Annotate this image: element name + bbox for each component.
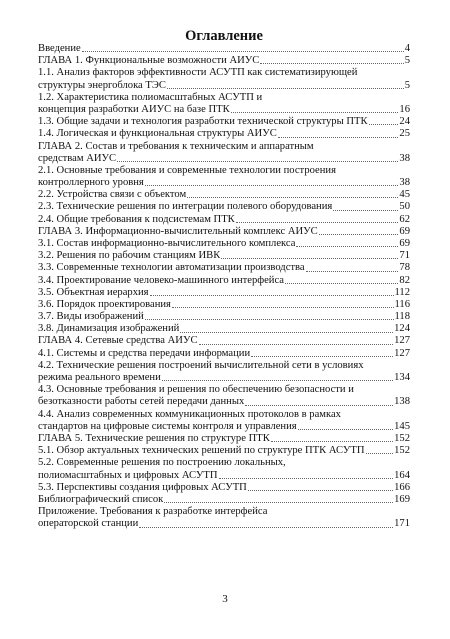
toc-page-number: 171 bbox=[394, 518, 410, 530]
dot-leader bbox=[150, 295, 394, 296]
toc-page-number: 25 bbox=[399, 128, 410, 140]
toc-entry-text: 3.1. Состав информационно-вычислительного комплекса bbox=[38, 237, 296, 249]
toc-entry-text: 3.8. Динамизация изображений bbox=[38, 323, 180, 335]
dot-leader bbox=[319, 234, 399, 235]
toc-entry-text: 1.3. Общие задачи и технология разработки технической структуры ПТК bbox=[38, 116, 368, 128]
toc-entry-text: 4.1. Системы и средства передачи информации bbox=[38, 347, 251, 359]
toc-entry[interactable] bbox=[38, 275, 410, 287]
dot-leader bbox=[278, 137, 399, 138]
dot-leader bbox=[219, 478, 394, 479]
toc-page-number: 164 bbox=[394, 469, 410, 481]
toc-entry-text: безотказности работы сетей передачи данных bbox=[38, 396, 245, 408]
toc-page-number: 169 bbox=[394, 493, 410, 505]
toc-entry-text: 3.2. Решения по рабочим станциям ИВК bbox=[38, 250, 221, 262]
toc-entry-text: 5.1. Обзор актуальных технических решений по структуре ПТК АСУТП bbox=[38, 445, 365, 457]
toc-entry[interactable] bbox=[38, 43, 410, 55]
dot-leader bbox=[251, 356, 393, 357]
dot-leader bbox=[139, 527, 393, 528]
toc-entry[interactable] bbox=[38, 92, 410, 116]
toc-page-number: 112 bbox=[394, 286, 410, 298]
dot-leader bbox=[187, 197, 398, 198]
dot-leader bbox=[172, 307, 394, 308]
toc-page-number: 50 bbox=[399, 201, 410, 213]
dot-leader bbox=[296, 246, 398, 247]
toc-entry-text: 3.5. Объектная иерархия bbox=[38, 286, 149, 298]
dot-leader bbox=[369, 124, 399, 125]
toc-entry-text: 2.3. Технические решения по интеграции полевого оборудования bbox=[38, 201, 333, 213]
toc-entry[interactable] bbox=[38, 165, 410, 189]
dot-leader bbox=[306, 271, 399, 272]
dot-leader bbox=[162, 380, 393, 381]
toc-entry-text: 1.4. Логическая и функциональная структуры АИУС bbox=[38, 128, 277, 140]
toc-entry[interactable] bbox=[38, 311, 410, 323]
dot-leader bbox=[180, 332, 393, 333]
toc-page-number: 118 bbox=[394, 311, 410, 323]
toc-entry[interactable] bbox=[38, 67, 410, 91]
dot-leader bbox=[231, 112, 399, 113]
toc-entry-text: 2.2. Устройства связи с объектом bbox=[38, 189, 187, 201]
dot-leader bbox=[260, 63, 403, 64]
toc-page-number: 45 bbox=[399, 189, 410, 201]
dot-leader bbox=[236, 222, 399, 223]
dot-leader bbox=[245, 405, 393, 406]
toc-entry-text: ГЛАВА 5. Технические решения по структуре ПТК bbox=[38, 432, 270, 444]
dot-leader bbox=[199, 344, 394, 345]
toc-entry[interactable] bbox=[38, 336, 410, 348]
toc-entry[interactable] bbox=[38, 116, 410, 128]
dot-leader bbox=[145, 185, 399, 186]
toc-entry[interactable] bbox=[38, 287, 410, 299]
dot-leader bbox=[333, 210, 398, 211]
dot-leader bbox=[164, 502, 393, 503]
toc-entry[interactable] bbox=[38, 55, 410, 67]
toc-entry-text: ГЛАВА 1. Функциональные возможности АИУС bbox=[38, 55, 260, 67]
dot-leader bbox=[167, 88, 404, 89]
toc-title: Оглавление bbox=[185, 28, 263, 44]
toc-page-number: 4 bbox=[404, 42, 410, 54]
toc-entry-text: 2.1. Основные требования и современные технологии построения bbox=[38, 164, 336, 176]
toc-entry-text: операторской станции bbox=[38, 518, 139, 530]
toc-entry-text: 3.7. Виды изображений bbox=[38, 311, 144, 323]
toc-entry-text: 2.4. Общие требования к подсистемам ПТК bbox=[38, 213, 235, 225]
toc-page-number: 62 bbox=[399, 213, 410, 225]
toc-page-number: 138 bbox=[394, 396, 410, 408]
dot-leader bbox=[285, 283, 398, 284]
toc-entry-text: ГЛАВА 2. Состав и требования к техническим и аппаратным bbox=[38, 140, 314, 152]
toc-entry-text: 4.2. Технические решения построений вычислительной сети в условиях bbox=[38, 359, 364, 371]
toc-page-number: 152 bbox=[394, 432, 410, 444]
toc-page-number: 82 bbox=[399, 274, 410, 286]
toc-entry[interactable] bbox=[38, 348, 410, 360]
toc-page-number: 24 bbox=[399, 116, 410, 128]
toc-entry-text: средствам АИУС bbox=[38, 152, 117, 164]
toc-entry[interactable] bbox=[38, 482, 410, 494]
toc-entry[interactable] bbox=[38, 141, 410, 165]
toc-entry-text: полиомасштабных и цифровых АСУТП bbox=[38, 469, 218, 481]
toc-page-number: 127 bbox=[394, 335, 410, 347]
toc-entry-text: 3.6. Порядок проектирования bbox=[38, 298, 171, 310]
toc-page-number: 166 bbox=[394, 481, 410, 493]
toc-entry-text: Введение bbox=[38, 42, 81, 54]
toc-page-number: 78 bbox=[399, 262, 410, 274]
dot-leader bbox=[248, 490, 393, 491]
dot-leader bbox=[298, 429, 393, 430]
toc-entry-text: контроллерного уровня bbox=[38, 177, 144, 189]
toc-page-number: 71 bbox=[399, 250, 410, 262]
toc-page-number: 145 bbox=[394, 420, 410, 432]
toc-entry[interactable] bbox=[38, 494, 410, 506]
toc-entry-text: концепция разработки АИУС на базе ПТК bbox=[38, 103, 230, 115]
table-of-contents bbox=[38, 43, 410, 531]
toc-page-number: 38 bbox=[399, 152, 410, 164]
toc-entry[interactable] bbox=[38, 189, 410, 201]
toc-entry[interactable] bbox=[38, 214, 410, 226]
toc-page-number: 124 bbox=[394, 323, 410, 335]
toc-entry-text: Приложение. Требования к разработке интерфейса bbox=[38, 506, 268, 518]
dot-leader bbox=[221, 258, 398, 259]
toc-entry[interactable] bbox=[38, 433, 410, 445]
toc-entry-text: Библиографический список bbox=[38, 493, 164, 505]
toc-page-number: 152 bbox=[394, 445, 410, 457]
toc-entry-text: 4.4. Анализ современных коммуникационных протоколов в рамках bbox=[38, 408, 341, 420]
toc-entry[interactable] bbox=[38, 409, 410, 433]
toc-entry[interactable] bbox=[38, 360, 410, 384]
toc-entry[interactable] bbox=[38, 250, 410, 262]
toc-entry-text: 1.1. Анализ факторов эффективности АСУТП как систематизирующей bbox=[38, 67, 358, 79]
toc-page-number: 134 bbox=[394, 372, 410, 384]
toc-page-number: 127 bbox=[394, 347, 410, 359]
toc-entry[interactable] bbox=[38, 128, 410, 140]
toc-entry[interactable] bbox=[38, 262, 410, 274]
toc-entry[interactable] bbox=[38, 323, 410, 335]
toc-page-number: 5 bbox=[404, 55, 410, 67]
toc-entry-text: 5.2. Современные решения по построению локальных, bbox=[38, 457, 286, 469]
toc-entry[interactable] bbox=[38, 445, 410, 457]
toc-entry-text: 1.2. Характеристика полиомасштабных АСУТП и bbox=[38, 91, 263, 103]
toc-entry-text: ГЛАВА 3. Информационно-вычислительный комплекс АИУС bbox=[38, 225, 318, 237]
toc-page-number: 38 bbox=[399, 177, 410, 189]
toc-entry-text: ГЛАВА 4. Сетевые средства АИУС bbox=[38, 335, 198, 347]
toc-entry[interactable] bbox=[38, 457, 410, 481]
toc-page-number: 16 bbox=[399, 103, 410, 115]
toc-entry-text: 3.3. Современные технологии автоматизации производства bbox=[38, 262, 305, 274]
toc-entry-text: режима реального времени bbox=[38, 372, 161, 384]
toc-page-number: 69 bbox=[399, 225, 410, 237]
dot-leader bbox=[271, 441, 393, 442]
toc-entry-text: 4.3. Основные требования и решения по обеспечению безопасности и bbox=[38, 384, 354, 396]
toc-entry[interactable] bbox=[38, 299, 410, 311]
toc-entry-text: структуры энергоблока ТЭС bbox=[38, 79, 166, 91]
toc-entry[interactable] bbox=[38, 238, 410, 250]
toc-entry-text: 5.3. Перспективы создания цифровых АСУТП bbox=[38, 481, 247, 493]
dot-leader bbox=[145, 319, 394, 320]
toc-page-number: 69 bbox=[399, 237, 410, 249]
dot-leader bbox=[82, 51, 404, 52]
toc-entry-text: 3.4. Проектирование человеко-машинного интерфейса bbox=[38, 274, 285, 286]
toc-page-number: 5 bbox=[404, 79, 410, 91]
toc-entry[interactable] bbox=[38, 226, 410, 238]
dot-leader bbox=[366, 453, 394, 454]
dot-leader bbox=[117, 161, 398, 162]
toc-entry[interactable] bbox=[38, 384, 410, 408]
toc-entry[interactable] bbox=[38, 506, 410, 530]
page-number: 3 bbox=[222, 593, 228, 605]
toc-entry-text: стандартов на цифровые системы контроля и управления bbox=[38, 420, 297, 432]
toc-page-number: 116 bbox=[394, 298, 410, 310]
toc-entry[interactable] bbox=[38, 201, 410, 213]
